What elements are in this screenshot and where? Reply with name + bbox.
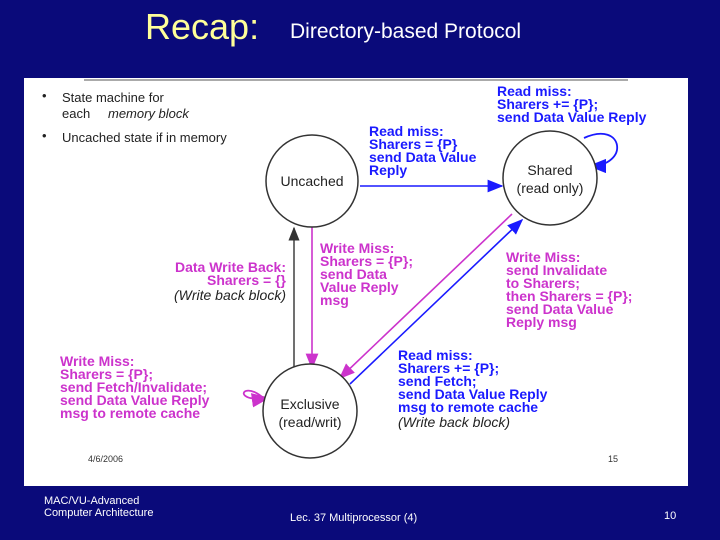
footer-course	[44, 495, 153, 519]
state-diagram-figure	[24, 78, 688, 486]
label-line: Sharers = {P}	[369, 136, 458, 152]
bullet-marker: •	[42, 88, 47, 103]
label-line: msg to remote cache	[60, 405, 201, 421]
figure-page: 15	[608, 454, 619, 464]
label-exclusive-to-shared	[398, 347, 548, 430]
state-uncached	[266, 135, 358, 227]
label-line: Write Miss:	[60, 353, 135, 369]
state-label-1: Exclusive	[280, 396, 340, 412]
label-line: send Fetch/Invalidate;	[60, 379, 208, 395]
label-line: send Fetch;	[398, 373, 477, 389]
label-line: Sharers = {}	[207, 272, 286, 288]
label-line: send Data Value Reply	[497, 109, 647, 125]
label-line: Data Write Back:	[174, 259, 286, 275]
label-line: Sharers = {P};	[60, 366, 153, 382]
label-line: send Data Value Reply	[398, 386, 548, 402]
footer-course-line-1: MAC/VU-Advanced	[44, 495, 140, 507]
state-label-2: (read only)	[516, 180, 584, 196]
bullet-1-line-2b: memory block	[108, 106, 189, 121]
bullet-2: Uncached state if in memory	[62, 130, 227, 145]
label-line: Reply msg	[506, 314, 577, 330]
footer-lecture: Lec. 37 Multiprocessor (4)	[290, 512, 418, 524]
footer-course-line-2: Computer Architecture	[44, 507, 154, 519]
label-line: then Sharers = {P};	[506, 288, 633, 304]
label-line: send Data Value	[369, 149, 477, 165]
label-line: (Write back block)	[398, 414, 511, 430]
state-exclusive	[263, 364, 357, 458]
label-line: to Sharers;	[506, 275, 580, 291]
label-line: Sharers += {P};	[398, 360, 500, 376]
label-line: Write Miss:	[506, 249, 581, 265]
state-label-1: Shared	[527, 162, 573, 178]
label-line: Reply	[369, 162, 408, 178]
state-circle	[503, 131, 597, 225]
footer-slide-number: 10	[664, 510, 677, 522]
figure-date: 4/6/2006	[88, 454, 124, 464]
label-uncached-to-shared	[369, 123, 477, 178]
label-line: Read miss:	[497, 83, 572, 99]
bullet-list	[42, 88, 227, 145]
label-line: msg	[320, 292, 349, 308]
label-top-right	[497, 83, 647, 125]
label-uncached-to-exclusive	[320, 240, 413, 308]
label-shared-to-exclusive	[506, 249, 632, 330]
title-main: Recap:	[145, 6, 260, 47]
state-label-2: (read/writ)	[278, 414, 342, 430]
label-line: send Invalidate	[506, 262, 608, 278]
label-line: send Data Value Reply	[60, 392, 210, 408]
label-line: Write Miss:	[320, 240, 395, 256]
state-diagram	[24, 78, 688, 486]
bullet-1-line-1: State machine for	[62, 90, 164, 105]
label-line: Sharers = {P};	[320, 253, 413, 269]
state-label: Uncached	[280, 173, 344, 189]
bullet-1-line-2a: each	[62, 106, 91, 121]
label-line: Sharers += {P};	[497, 96, 599, 112]
state-shared	[503, 131, 597, 225]
label-exclusive-self	[60, 353, 210, 421]
label-line: Read miss:	[398, 347, 473, 363]
label-line: Value Reply	[320, 279, 399, 295]
label-line: Read miss:	[369, 123, 444, 139]
label-line: send Data	[320, 266, 387, 282]
label-line: (Write back block)	[173, 287, 286, 303]
label-line: msg to remote cache	[398, 399, 539, 415]
label-line: send Data Value	[506, 301, 614, 317]
bullet-marker: •	[42, 128, 47, 143]
label-exclusive-to-uncached	[174, 259, 287, 303]
title-sub: Directory-based Protocol	[290, 20, 522, 43]
